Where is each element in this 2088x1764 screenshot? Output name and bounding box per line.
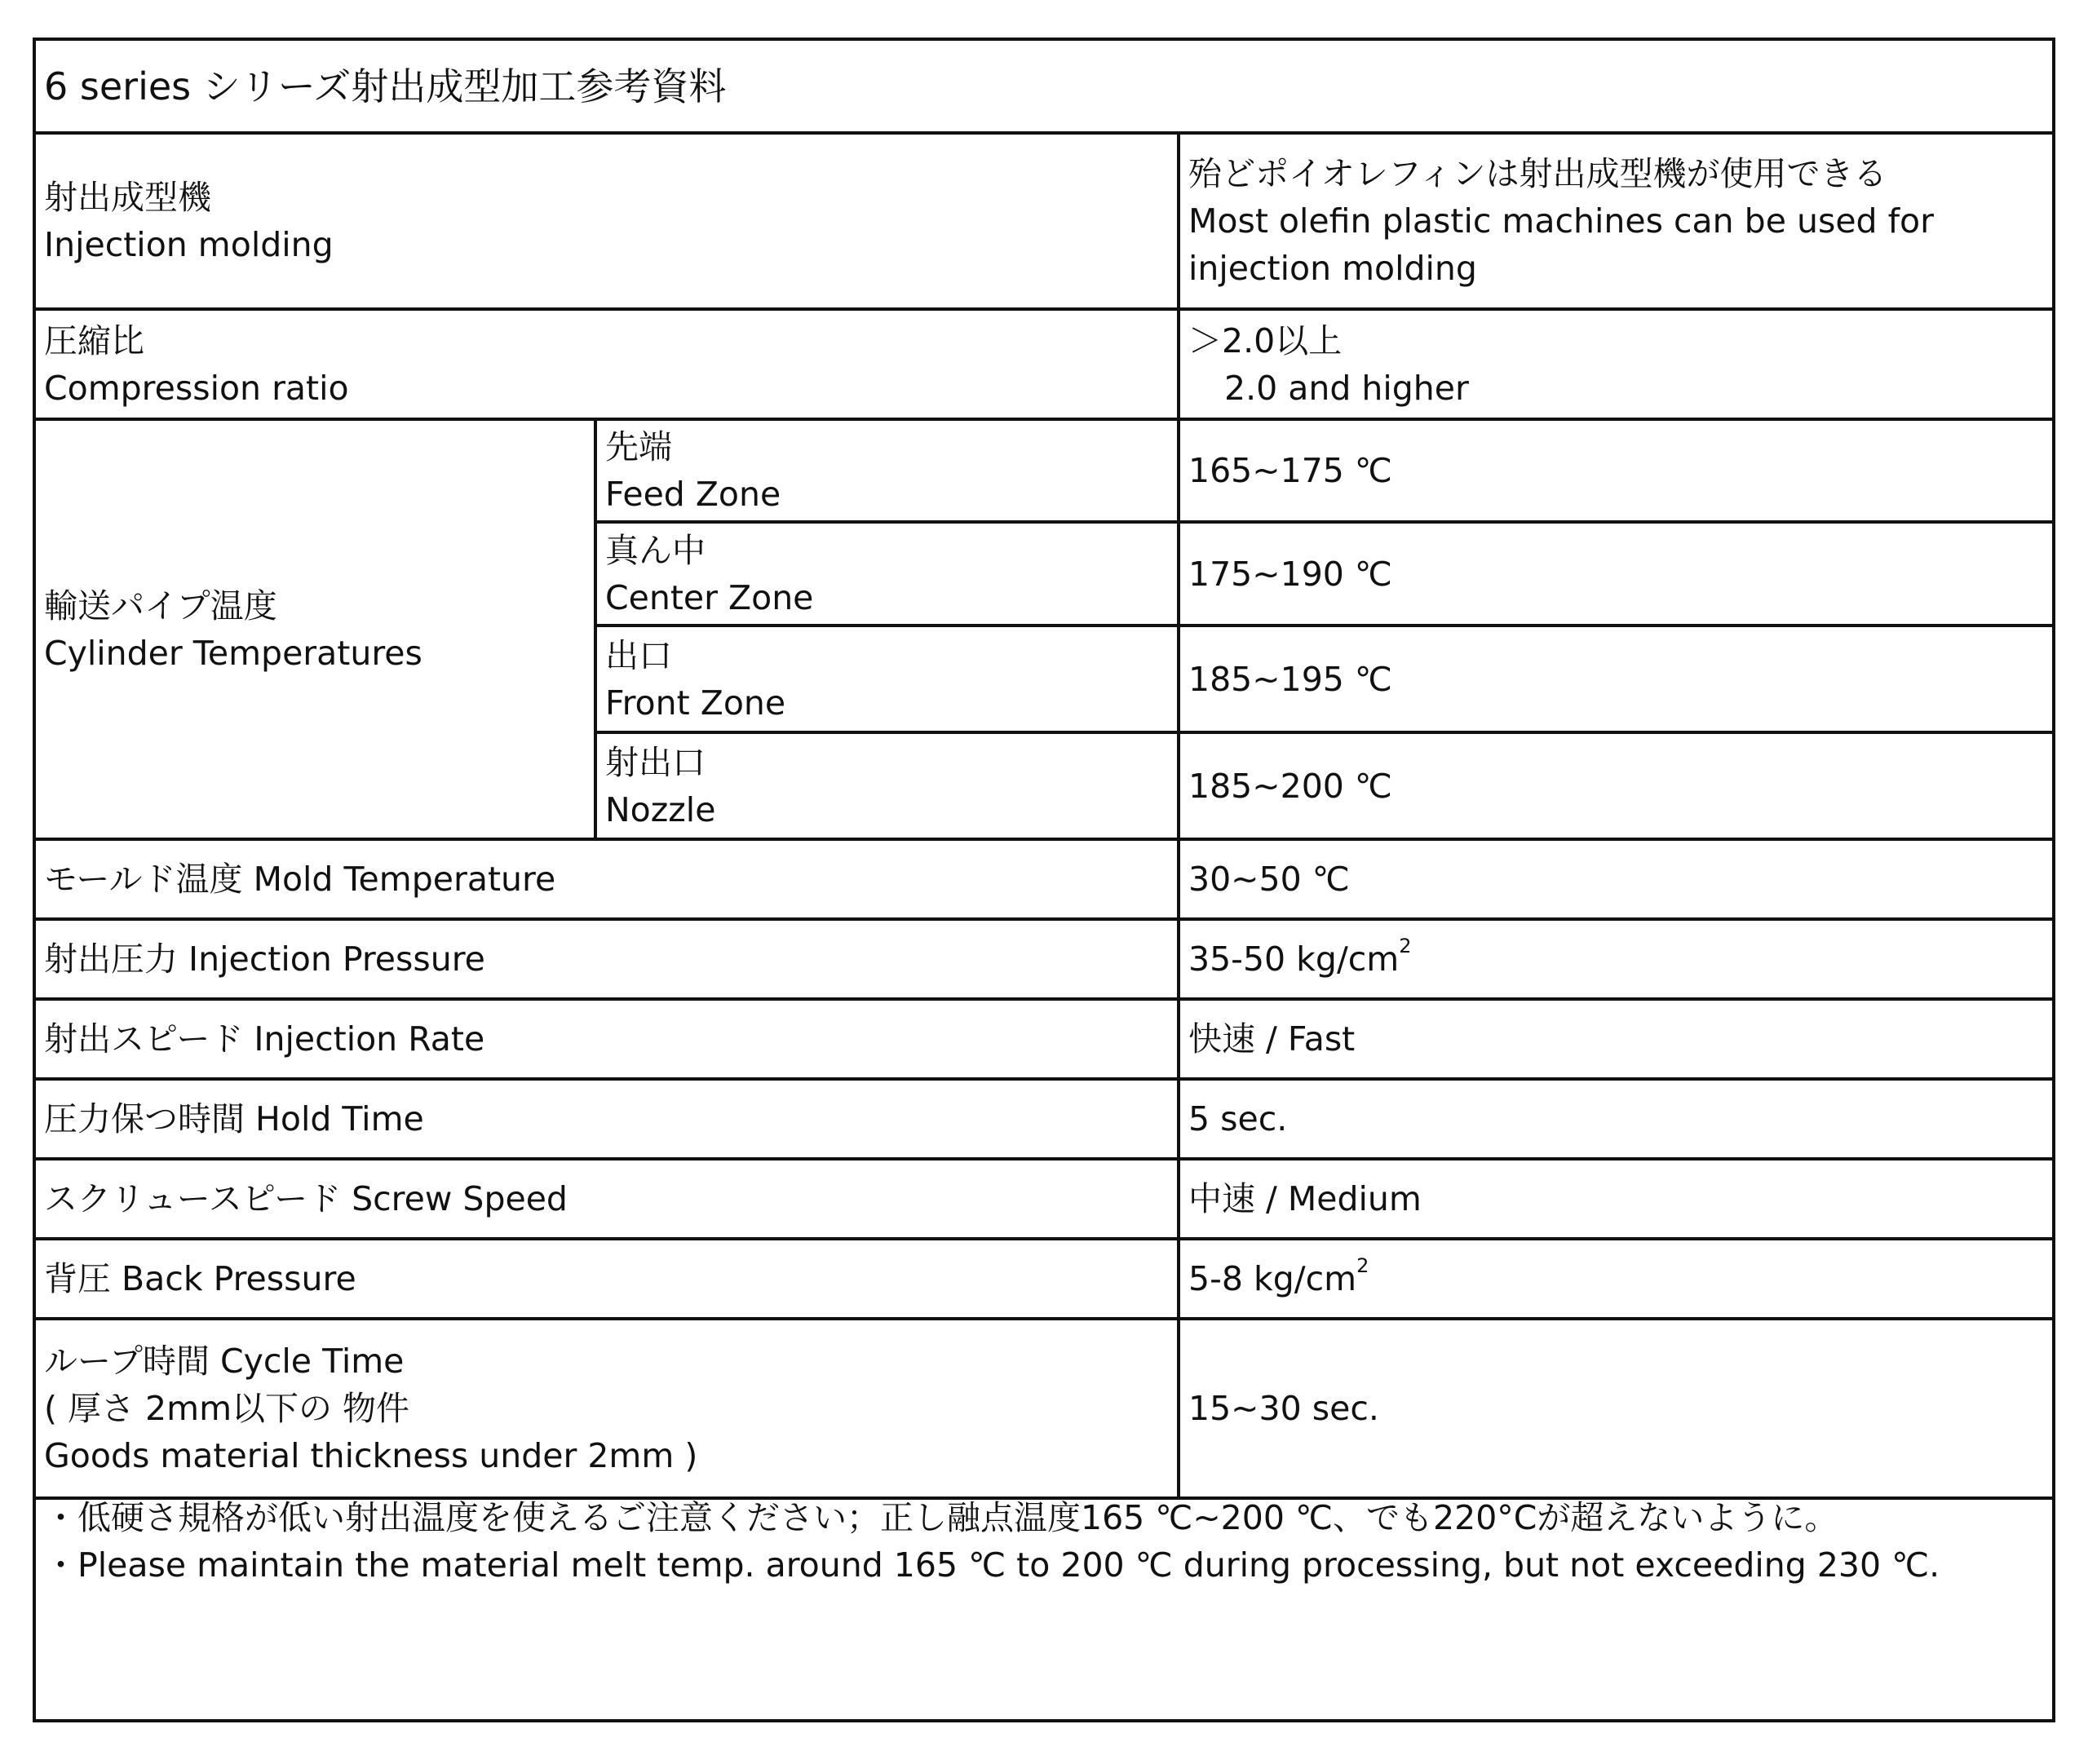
label-jp: 圧縮比	[44, 321, 144, 360]
table-row	[36, 1079, 2052, 1159]
superscript: 2	[1356, 1254, 1369, 1277]
zone-value: 165~175 ℃	[1188, 451, 1392, 490]
page-title	[36, 41, 2052, 133]
row-label: 圧力保つ時間 Hold Time	[44, 1099, 424, 1138]
value-cell-injection-molding	[1179, 133, 2052, 309]
value-cell-hold-time	[1179, 1079, 2052, 1159]
label-cell-cycle-time	[36, 1319, 1179, 1498]
row-label-line-3: Goods material thickness under 2mm )	[44, 1436, 698, 1475]
title-row	[36, 41, 2052, 133]
value-cell-injection-rate	[1179, 999, 2052, 1079]
row-value: 35-50 kg/cm	[1188, 939, 1400, 979]
zone-en: Nozzle	[605, 789, 716, 829]
row-label-line-2: ( 厚さ 2mm以下の 物件	[44, 1389, 410, 1428]
table-row	[36, 1239, 2052, 1319]
zone-en: Front Zone	[605, 683, 786, 723]
table-row	[36, 419, 2052, 522]
zone-value: 185~200 ℃	[1188, 766, 1392, 806]
value-cell-nozzle	[1179, 732, 2052, 839]
label-cell-back-pressure	[36, 1239, 1179, 1319]
label-cell-injection-pressure	[36, 919, 1179, 999]
value-cell-injection-pressure	[1179, 919, 2052, 999]
row-label: スクリュースピード Screw Speed	[44, 1179, 568, 1218]
value-cell-front-zone	[1179, 626, 2052, 732]
label-cell-hold-time	[36, 1079, 1179, 1159]
zone-en: Center Zone	[605, 577, 814, 617]
value-cell-screw-speed	[1179, 1159, 2052, 1239]
table-row	[36, 999, 2052, 1079]
value-line-2: 2.0 and higher	[1224, 368, 1469, 408]
injection-molding-spec-table	[36, 41, 2052, 1500]
zone-cell-center	[595, 522, 1179, 626]
row-label: モールド温度 Mold Temperature	[44, 860, 556, 899]
row-value: 30~50 ℃	[1188, 860, 1350, 899]
zone-cell-nozzle	[595, 732, 1179, 839]
table-row	[36, 1319, 2052, 1498]
label-cell-injection-rate	[36, 999, 1179, 1079]
value-cell-cycle-time	[1179, 1319, 2052, 1498]
table-row	[36, 309, 2052, 419]
table-row	[36, 839, 2052, 919]
zone-value: 175~190 ℃	[1188, 554, 1392, 594]
label-jp: 射出成型機	[44, 178, 211, 217]
spec-sheet	[33, 38, 2055, 1722]
value-cell-compression-ratio	[1179, 309, 2052, 419]
label-cell-compression-ratio	[36, 309, 1179, 419]
zone-jp: 先端	[605, 427, 672, 466]
value-en: Most olefin plastic machines can be used for injection molding	[1188, 201, 1934, 288]
label-cell-mold-temperature	[36, 839, 1179, 919]
zone-jp: 真ん中	[605, 530, 706, 570]
row-value: 快速 / Fast	[1188, 1019, 1356, 1059]
zone-cell-front	[595, 626, 1179, 732]
notes-section	[36, 1494, 2052, 1589]
zone-value: 185~195 ℃	[1188, 659, 1392, 699]
label-en: Cylinder Temperatures	[44, 633, 422, 673]
label-cell-injection-molding	[36, 133, 1179, 309]
table-row	[36, 919, 2052, 999]
value-cell-feed-zone	[1179, 419, 2052, 522]
row-label: 射出圧力 Injection Pressure	[44, 939, 485, 979]
row-label: 射出スピード Injection Rate	[44, 1019, 485, 1059]
row-value: 中速 / Medium	[1188, 1179, 1422, 1218]
label-en: Compression ratio	[44, 368, 349, 408]
row-value-wrap	[1188, 1255, 2044, 1302]
zone-cell-feed	[595, 419, 1179, 522]
title-text: 6 series シリーズ射出成型加工参考資料	[44, 64, 727, 108]
value-cell-mold-temperature	[1179, 839, 2052, 919]
table-row	[36, 1159, 2052, 1239]
value-cell-center-zone	[1179, 522, 2052, 626]
zone-en: Feed Zone	[605, 475, 781, 514]
row-label: 背圧 Back Pressure	[44, 1259, 356, 1298]
superscript: 2	[1399, 935, 1412, 957]
label-en: Injection molding	[44, 225, 334, 264]
value-cell-back-pressure	[1179, 1239, 2052, 1319]
label-cell-screw-speed	[36, 1159, 1179, 1239]
row-value: 15~30 sec.	[1188, 1389, 1379, 1428]
zone-jp: 出口	[605, 635, 672, 675]
label-jp: 輸送パイプ温度	[44, 586, 277, 626]
row-value-wrap	[1188, 935, 2044, 983]
value-jp: 殆どポイオレフィンは射出成型機が使用できる	[1188, 154, 1887, 193]
zone-jp: 射出口	[605, 742, 706, 782]
note-en: ・Please maintain the material melt temp. around 165 ℃ to 200 ℃ during processing, but not exceeding 230 ℃.	[44, 1545, 1940, 1585]
row-label-line-1: ループ時間 Cycle Time	[44, 1342, 405, 1381]
table-row	[36, 133, 2052, 309]
value-line-1: ＞2.0以上	[1188, 321, 1343, 360]
note-jp: ・低硬さ規格が低い射出温度を使えるご注意ください；正し融点温度165 ℃~200 ℃、でも220°Cが超えないように。	[44, 1498, 1838, 1537]
row-value: 5 sec.	[1188, 1099, 1288, 1138]
label-cell-cylinder-temperatures	[36, 419, 595, 839]
row-value: 5-8 kg/cm	[1188, 1259, 1357, 1298]
